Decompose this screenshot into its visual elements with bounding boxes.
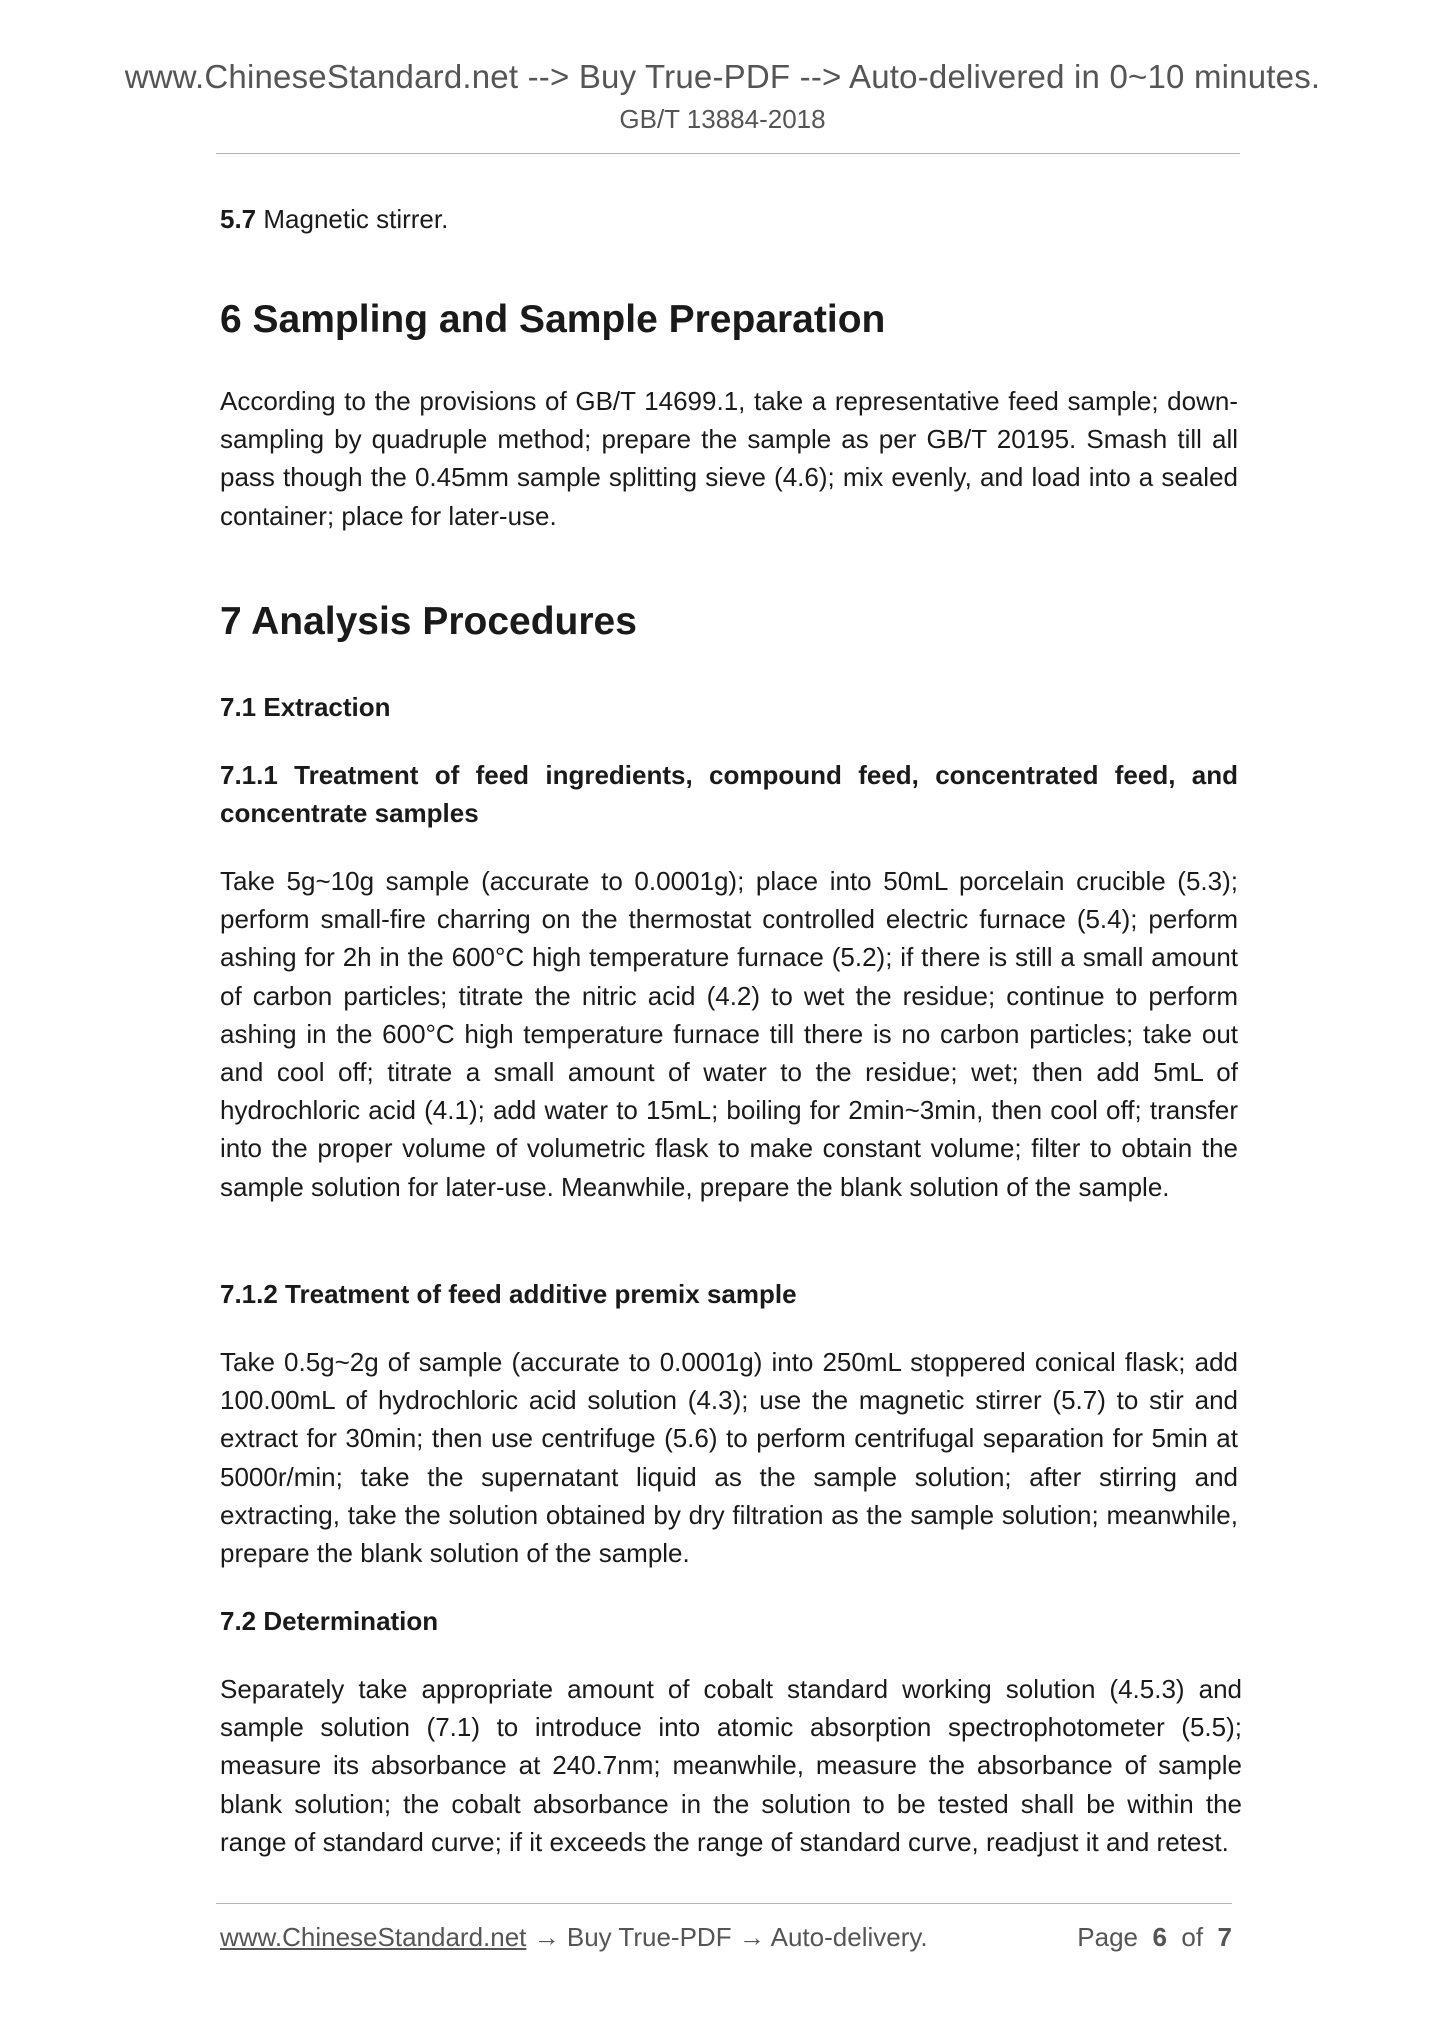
of-label: of <box>1181 1922 1204 1952</box>
page-current: 6 <box>1152 1922 1167 1952</box>
page-label: Page <box>1077 1922 1139 1952</box>
standard-code: GB/T 13884-2018 <box>619 104 826 134</box>
footer-buy-text: Buy True-PDF <box>566 1922 732 1952</box>
section-7-1-heading: 7.1 Extraction <box>220 692 391 722</box>
footer-divider <box>216 1903 1232 1904</box>
section-7-1-1-heading: 7.1.1 Treatment of feed ingredients, compound feed, concentrated feed, and concentrate samples <box>220 760 1238 829</box>
arrow-right-icon: → <box>533 1922 560 1952</box>
footer-site-link[interactable]: www.ChineseStandard.net <box>220 1922 527 1952</box>
arrow-right-icon: → <box>738 1922 765 1952</box>
section-7-1-1-body: Take 5g~10g sample (accurate to 0.0001g); place into 50mL porcelain crucible (5.3); perform small-fire charring on the thermostat controlled electric furnace (5.4); perform ashing for 2h in the 600°C high temperature furnace (5.2); if there is still a small amount of carbon particles; titrate the nitric acid (4.2) to wet the residue; continue to perform ashing in the 600°C high temperature furnace till there is no carbon particles; take out and cool off; titrate a small amount of water to the residue; wet; then add 5mL of hydrochloric acid (4.1); add water to 15mL; boiling for 2min~3min, then cool off; transfer into the proper volume of volumetric flask to make constant volume; filter to obtain the sample solution for later-use. Meanwhile, prepare the blank solution of the sample. <box>220 866 1238 1202</box>
page-footer <box>220 1922 1232 1962</box>
header-banner: www.ChineseStandard.net --> Buy True-PDF --> Auto-delivered in 0~10 minutes. <box>124 58 1321 95</box>
clause-5-7-text: Magnetic stirrer. <box>256 204 449 234</box>
page-total: 7 <box>1217 1922 1232 1952</box>
section-6-heading: 6 Sampling and Sample Preparation <box>220 298 886 341</box>
page-indicator <box>1077 1922 1232 1953</box>
section-7-1-2-body: Take 0.5g~2g of sample (accurate to 0.0001g) into 250mL stoppered conical flask; add 100.00mL of hydrochloric acid solution (4.3); use the magnetic stirrer (5.7) to stir and extract for 30min; then use centrifuge (5.6) to perform centrifugal separation for 5min at 5000r/min; take the supernatant liquid as the sample solution; after stirring and extracting, take the solution obtained by dry filtration as the sample solution; meanwhile, prepare the blank solution of the sample. <box>220 1347 1238 1569</box>
section-7-2-heading: 7.2 Determination <box>220 1606 439 1636</box>
footer-left <box>220 1922 928 1953</box>
footer-delivery-text: Auto-delivery. <box>770 1922 928 1952</box>
section-7-1-2-heading: 7.1.2 Treatment of feed additive premix sample <box>220 1279 797 1309</box>
clause-5-7-number: 5.7 <box>220 204 257 234</box>
section-7-2-body: Separately take appropriate amount of cobalt standard working solution (4.5.3) and sample solution (7.1) to introduce into atomic absorption spectrophotometer (5.5); measure its absorbance at 240.7nm; meanwhile, measure the absorbance of sample blank solution; the cobalt absorbance in the solution to be tested shall be within the range of standard curve; if it exceeds the range of standard curve, readjust it and retest. <box>220 1674 1242 1857</box>
section-7-heading: 7 Analysis Procedures <box>220 600 637 643</box>
clause-5-7 <box>220 200 448 238</box>
section-6-body: According to the provisions of GB/T 14699.1, take a representative feed sample; down-sampling by quadruple method; prepare the sample as per GB/T 20195. Smash till all pass though the 0.45mm sample splitting sieve (4.6); mix evenly, and load into a sealed container; place for later-use. <box>220 386 1238 531</box>
header-divider <box>216 153 1240 154</box>
